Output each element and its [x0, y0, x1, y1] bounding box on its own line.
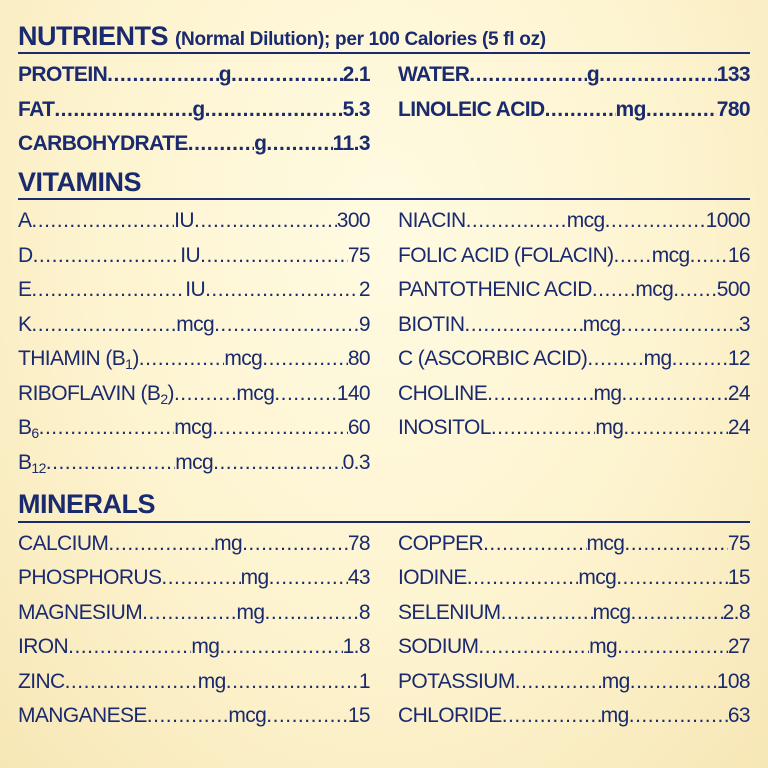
- nutrient-value: 133: [716, 63, 750, 87]
- mineral-name: MANGANESE: [18, 704, 147, 728]
- minerals-right-column: [398, 527, 750, 734]
- mineral-name: SELENIUM: [398, 600, 501, 624]
- nutrient-unit: g: [218, 63, 231, 87]
- vitamin-unit: mcg: [566, 209, 605, 233]
- vitamin-unit: mcg: [582, 312, 621, 336]
- vitamin-unit: mcg: [174, 416, 213, 440]
- vitamin-value: 500: [716, 278, 750, 302]
- mineral-name: SODIUM: [398, 635, 479, 659]
- vitamin-name: FOLIC ACID (FOLACIN): [398, 243, 614, 267]
- minerals-left-column: [18, 527, 370, 734]
- mineral-unit: mg: [240, 566, 269, 590]
- mineral-unit: mg: [601, 669, 630, 693]
- nutrients-title: NUTRIENTS: [18, 21, 168, 51]
- mineral-unit: mg: [191, 635, 220, 659]
- vitamin-value: 75: [347, 243, 370, 267]
- mineral-row-zinc: [18, 665, 370, 700]
- nutrient-unit: g: [254, 132, 267, 156]
- mineral-value: 8: [358, 600, 370, 624]
- mineral-unit: mg: [600, 704, 629, 728]
- vitamin-name: K: [18, 312, 32, 336]
- mineral-name: COPPER: [398, 531, 484, 555]
- vitamins-right-column: [398, 204, 750, 480]
- mineral-value: 27: [727, 635, 750, 659]
- nutrients-left-column: [18, 58, 370, 162]
- vitamin-unit: mcg: [176, 312, 215, 336]
- vitamin-value: 0.3: [342, 450, 370, 474]
- vitamin-row-a: [18, 204, 370, 239]
- vitamin-value: 16: [727, 243, 750, 267]
- mineral-row-manganese: [18, 699, 370, 734]
- mineral-row-chloride: [398, 699, 750, 734]
- mineral-unit: mg: [236, 600, 265, 624]
- mineral-row-sodium: [398, 630, 750, 665]
- vitamin-unit: mcg: [651, 243, 690, 267]
- mineral-row-calcium: [18, 527, 370, 562]
- vitamin-unit: mg: [593, 381, 622, 405]
- nutrient-unit: g: [192, 97, 205, 121]
- nutrients-right-column: [398, 58, 750, 162]
- vitamin-row-d: [18, 239, 370, 274]
- mineral-row-magnesium: [18, 596, 370, 631]
- mineral-row-iodine: [398, 561, 750, 596]
- vitamin-value: 9: [358, 312, 370, 336]
- vitamin-unit: mcg: [635, 278, 674, 302]
- vitamin-unit: IU: [174, 209, 194, 233]
- nutrients-heading: [18, 22, 750, 54]
- vitamin-row-vitamin-c: [398, 342, 750, 377]
- nutrient-value: 11.3: [332, 132, 370, 156]
- nutrient-name: PROTEIN: [18, 63, 108, 87]
- vitamin-row-k: [18, 308, 370, 343]
- vitamin-value: 24: [727, 416, 750, 440]
- vitamin-row-pantothenic-acid: [398, 273, 750, 308]
- vitamin-name: INOSITOL: [398, 416, 491, 440]
- mineral-unit: mg: [589, 635, 618, 659]
- vitamin-name: A: [18, 209, 32, 233]
- vitamin-value: 3: [738, 312, 750, 336]
- mineral-name: PHOSPHORUS: [18, 566, 162, 590]
- mineral-unit: mcg: [578, 566, 617, 590]
- mineral-unit: mcg: [228, 704, 267, 728]
- mineral-value: 15: [727, 566, 750, 590]
- vitamin-value: 2: [358, 278, 370, 302]
- mineral-row-copper: [398, 527, 750, 562]
- vitamin-value: 1000: [705, 209, 750, 233]
- nutrient-value: 780: [716, 97, 750, 121]
- mineral-value: 43: [347, 566, 370, 590]
- vitamin-row-choline: [398, 377, 750, 412]
- vitamin-row-riboflavin: [18, 377, 370, 412]
- vitamin-unit: mcg: [175, 450, 214, 474]
- mineral-unit: mcg: [592, 600, 631, 624]
- mineral-value: 63: [727, 704, 750, 728]
- nutrient-row-protein: [18, 58, 370, 93]
- nutrient-name: WATER: [398, 63, 470, 87]
- vitamin-name: E: [18, 278, 32, 302]
- vitamins-heading: VITAMINS: [18, 168, 750, 200]
- vitamin-unit: mcg: [224, 347, 263, 371]
- vitamin-value: 300: [336, 209, 370, 233]
- mineral-name: CALCIUM: [18, 531, 109, 555]
- nutrient-name: LINOLEIC ACID: [398, 97, 545, 121]
- mineral-value: 2.8: [722, 600, 750, 624]
- vitamin-name: B6: [18, 416, 39, 442]
- vitamin-name: NIACIN: [398, 209, 466, 233]
- mineral-value: 78: [347, 531, 370, 555]
- vitamin-name: THIAMIN (B1): [18, 347, 139, 373]
- nutrient-row-fat: [18, 93, 370, 128]
- mineral-unit: mcg: [586, 531, 625, 555]
- nutrients-grid: [18, 58, 750, 162]
- nutrient-name: CARBOHYDRATE: [18, 132, 188, 156]
- nutrient-name: FAT: [18, 97, 55, 121]
- vitamin-row-inositol: [398, 411, 750, 446]
- nutrients-subtitle: (Normal Dilution); per 100 Calories (5 fl oz): [175, 29, 546, 50]
- vitamin-unit: mg: [643, 347, 672, 371]
- mineral-value: 15: [347, 704, 370, 728]
- mineral-row-iron: [18, 630, 370, 665]
- mineral-name: POTASSIUM: [398, 669, 515, 693]
- vitamin-row-b12: [18, 446, 370, 481]
- mineral-name: CHLORIDE: [398, 704, 502, 728]
- vitamins-left-column: [18, 204, 370, 480]
- mineral-name: MAGNESIUM: [18, 600, 143, 624]
- nutrient-unit: g: [586, 63, 600, 87]
- vitamin-unit: mcg: [236, 381, 275, 405]
- mineral-unit: mg: [214, 531, 243, 555]
- nutrient-unit: mg: [615, 97, 646, 121]
- vitamin-name: RIBOFLAVIN (B2): [18, 381, 174, 407]
- nutrient-value: 5.3: [342, 97, 370, 121]
- vitamins-grid: [18, 204, 750, 480]
- mineral-row-selenium: [398, 596, 750, 631]
- vitamin-name: B12: [18, 450, 46, 476]
- minerals-grid: [18, 527, 750, 734]
- mineral-name: ZINC: [18, 669, 65, 693]
- vitamin-row-niacin: [398, 204, 750, 239]
- mineral-name: IRON: [18, 635, 69, 659]
- vitamin-row-biotin: [398, 308, 750, 343]
- vitamin-value: 60: [347, 416, 370, 440]
- vitamin-row-b6: [18, 411, 370, 446]
- mineral-name: IODINE: [398, 566, 467, 590]
- vitamin-name: PANTOTHENIC ACID: [398, 278, 592, 302]
- vitamin-value: 140: [336, 381, 370, 405]
- minerals-heading: MINERALS: [18, 490, 750, 522]
- mineral-value: 108: [716, 669, 750, 693]
- vitamin-row-e: [18, 273, 370, 308]
- vitamin-value: 12: [727, 347, 750, 371]
- vitamin-name: CHOLINE: [398, 381, 488, 405]
- mineral-value: 75: [727, 531, 750, 555]
- vitamin-name: D: [18, 243, 33, 267]
- vitamin-name: C (ASCORBIC ACID): [398, 347, 588, 371]
- vitamin-row-thiamin: [18, 342, 370, 377]
- vitamin-unit: IU: [185, 278, 206, 302]
- vitamin-unit: IU: [180, 243, 201, 267]
- nutrient-row-linoleic-acid: [398, 93, 750, 128]
- vitamin-value: 80: [347, 347, 370, 371]
- mineral-row-phosphorus: [18, 561, 370, 596]
- mineral-unit: mg: [197, 669, 226, 693]
- nutrition-panel: [18, 22, 750, 734]
- vitamin-unit: mg: [595, 416, 624, 440]
- vitamin-value: 24: [727, 381, 750, 405]
- mineral-value: 1: [358, 669, 370, 693]
- vitamin-row-folic-acid: [398, 239, 750, 274]
- vitamin-name: BIOTIN: [398, 312, 465, 336]
- nutrient-row-water: [398, 58, 750, 93]
- mineral-row-potassium: [398, 665, 750, 700]
- mineral-value: 1.8: [342, 635, 370, 659]
- nutrient-row-carbohydrate: [18, 127, 370, 162]
- nutrient-value: 2.1: [342, 63, 370, 87]
